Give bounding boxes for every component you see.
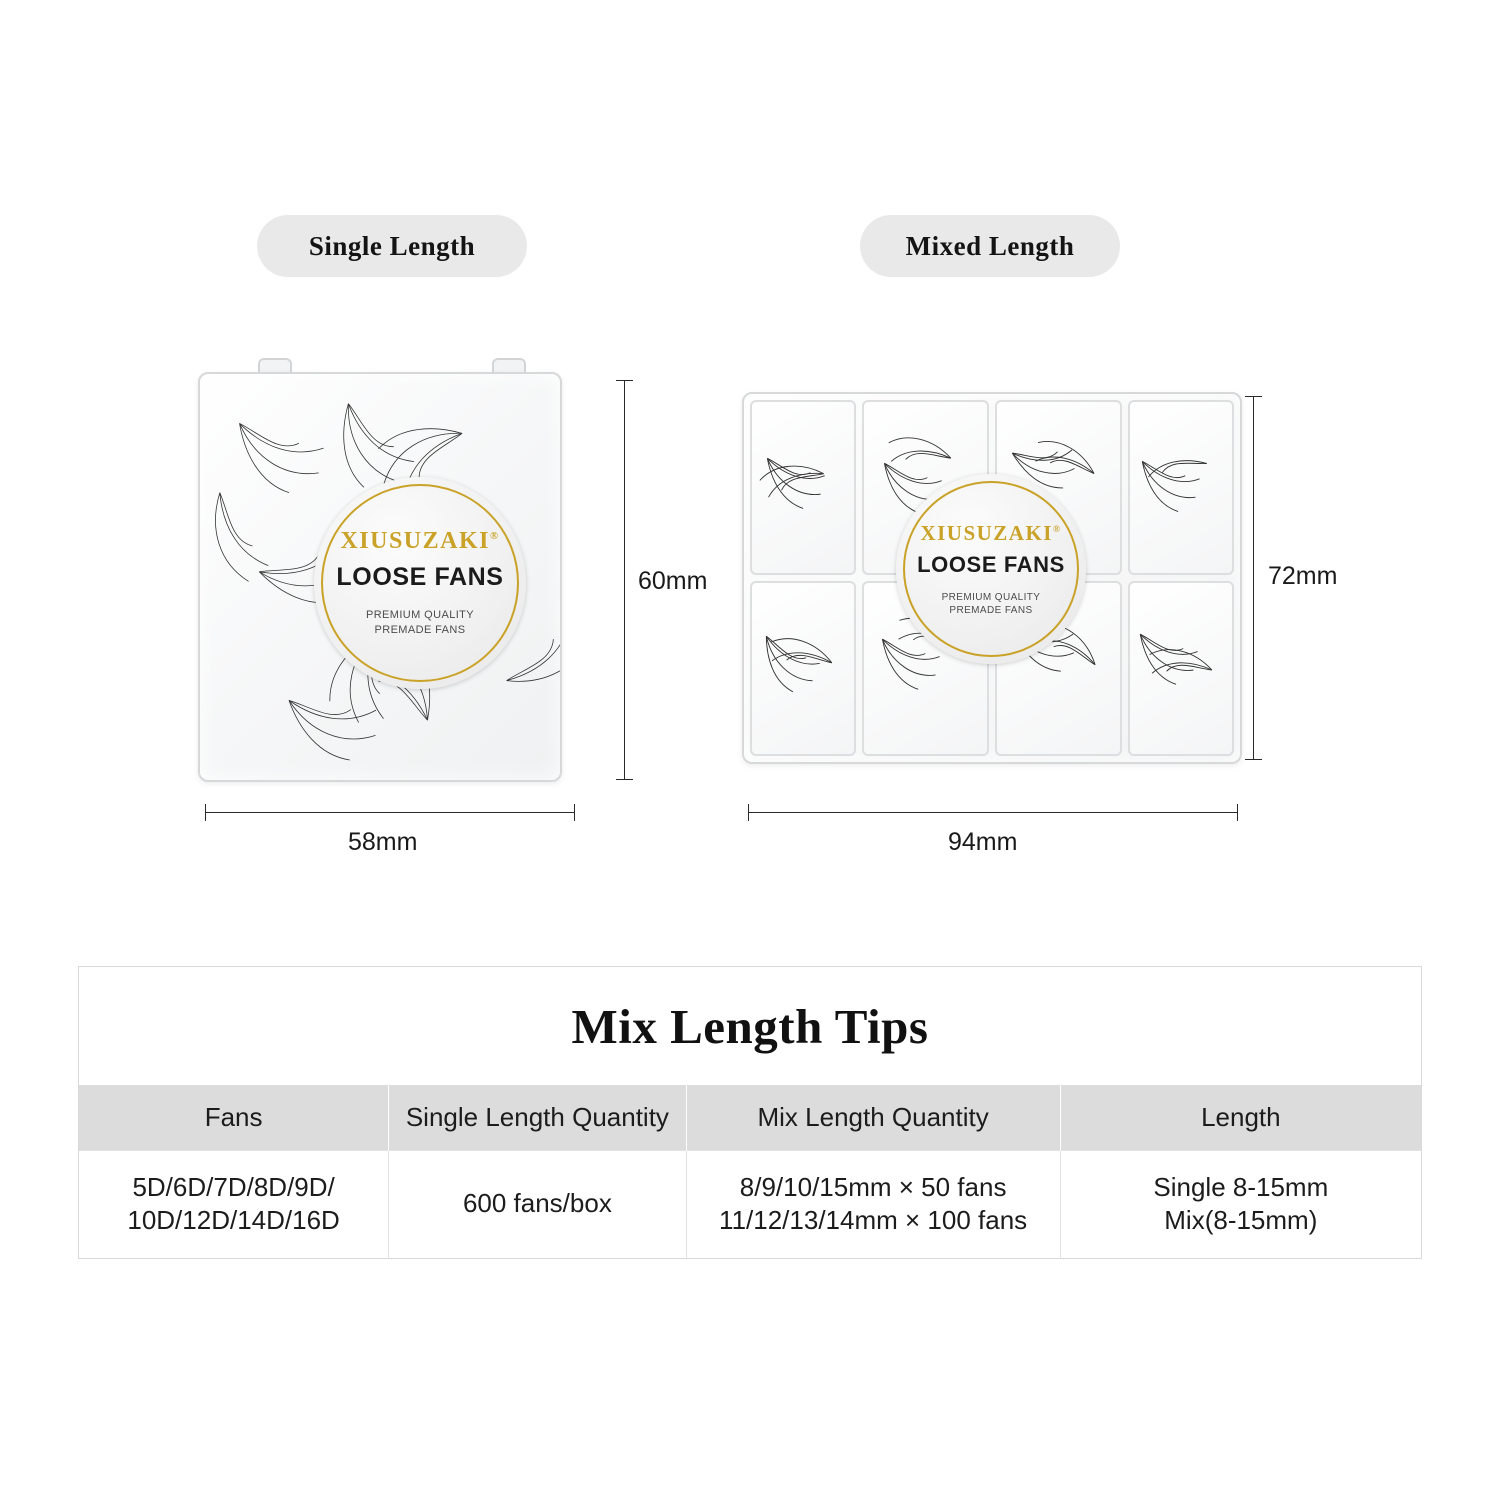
column-header-fans: Fans xyxy=(79,1085,389,1150)
cell-fans: 5D/6D/7D/8D/9D/ 10D/12D/14D/16D xyxy=(79,1150,389,1258)
mixed-height-ruler xyxy=(1253,396,1254,760)
brand-name: XIUSUZAKI® xyxy=(340,528,500,555)
registered-mark: ® xyxy=(1052,524,1062,535)
mixed-height-label: 72mm xyxy=(1268,562,1338,590)
compartment xyxy=(1128,581,1234,756)
lash-fans-illustration xyxy=(1130,583,1232,756)
registered-mark: ® xyxy=(489,530,500,543)
single-height-label: 60mm xyxy=(638,567,708,595)
spec-table xyxy=(79,1085,1421,1258)
lash-fans-illustration xyxy=(752,402,854,575)
sticker-subtext: PREMIUM QUALITY PREMADE FANS xyxy=(365,609,475,636)
mixed-length-panel xyxy=(700,0,1380,900)
table-row xyxy=(79,1150,1421,1258)
brand-name: XIUSUZAKI® xyxy=(920,520,1062,545)
single-length-panel xyxy=(120,0,708,900)
compartment xyxy=(750,400,856,575)
mixed-width-label: 94mm xyxy=(948,828,1018,856)
mix-length-tips-table xyxy=(78,966,1422,1259)
product-name: LOOSE FANS xyxy=(336,563,504,592)
brand-sticker-mixed xyxy=(896,474,1086,664)
column-header-mix-length-quantity: Mix Length Quantity xyxy=(686,1085,1060,1150)
product-name: LOOSE FANS xyxy=(917,551,1065,577)
single-height-ruler xyxy=(624,380,625,780)
lash-fans-illustration xyxy=(752,583,854,756)
table-title: Mix Length Tips xyxy=(571,998,929,1054)
compartment xyxy=(750,581,856,756)
column-header-length: Length xyxy=(1060,1085,1421,1150)
cell-mix-quantity: 8/9/10/15mm × 50 fans 11/12/13/14mm × 100 fans xyxy=(686,1150,1060,1258)
cell-length: Single 8-15mm Mix(8-15mm) xyxy=(1060,1150,1421,1258)
sticker-subtext: PREMIUM QUALITY PREMADE FANS xyxy=(941,591,1041,616)
mixed-width-ruler xyxy=(748,812,1238,813)
table-header-row xyxy=(79,1085,1421,1150)
column-header-single-length-quantity: Single Length Quantity xyxy=(389,1085,686,1150)
cell-single-quantity: 600 fans/box xyxy=(389,1150,686,1258)
single-length-chip: Single Length xyxy=(257,215,527,277)
mixed-length-chip: Mixed Length xyxy=(860,215,1120,277)
brand-sticker-single xyxy=(314,477,526,689)
single-width-label: 58mm xyxy=(348,828,418,856)
lash-fans-illustration xyxy=(1130,402,1232,575)
compartment xyxy=(1128,400,1234,575)
single-width-ruler xyxy=(205,812,575,813)
